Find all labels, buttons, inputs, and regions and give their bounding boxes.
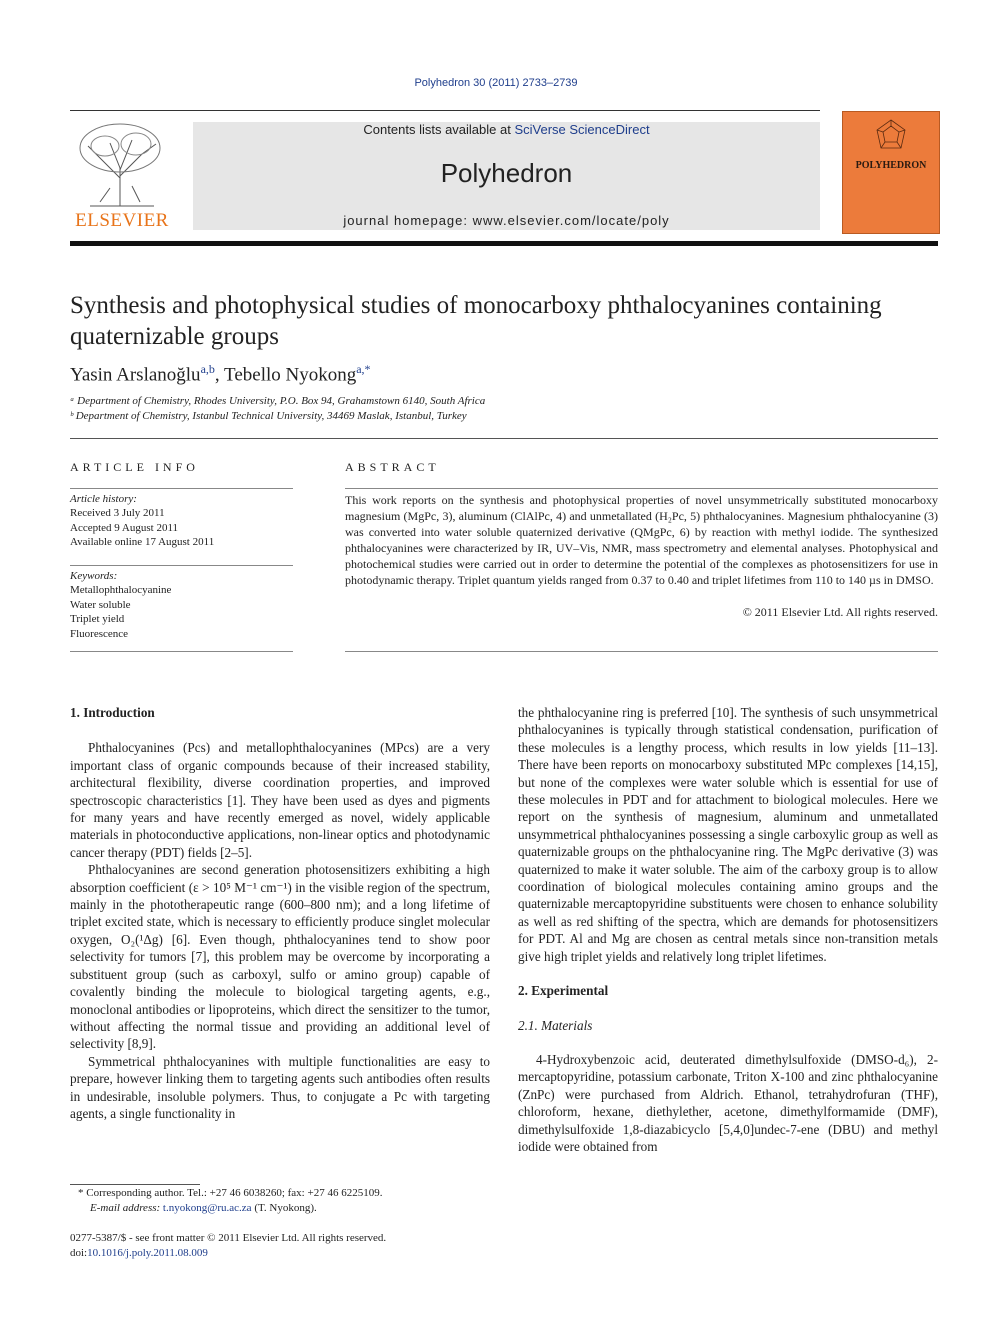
- author-name[interactable]: Yasin Arslanoğlu: [70, 364, 201, 386]
- journal-citation[interactable]: Polyhedron 30 (2011) 2733–2739: [414, 77, 578, 89]
- header-rule: [70, 110, 820, 111]
- journal-cover[interactable]: [842, 111, 940, 234]
- section-rule: [70, 438, 938, 439]
- intro-paragraph-4: the phthalocyanine ring is preferred [10]. The synthesis of such unsymmetrical phthalocyanines is typically through statistical condensation, purification of these molecules is a lengthy process, which results in low yields [11–13]. There have been reports on monocarboxy substituted MPc complexes [14,15], but none of the complexes were water soluble which is essential for use of these molecules in PDT and for attachment to biological molecules. Here we report on the synthesis of magnesium, aluminum and unmetallated unsymmetrical phthalocyanines possessing a single carboxylic group as well as quaternizable groups on the phthalocyanine ring. The MgPc derivative (3) was quaternized to make it water soluble. The aim of the carboxy group is to allow coordination of biological molecules containing amino groups and the quaternizable mercaptopyridine substituents were chosen to enhance solubility as well as red shifting of the spectra, which are demands for photosensitizers for PDT. Al and Mg are chosen as central metals since non-transition metals give high triplet yields and relatively long triplet lifetimes.: [518, 705, 938, 964]
- article-info-rule: [70, 488, 293, 489]
- footnote: [70, 1186, 490, 1216]
- corresponding-author-note: * Corresponding author. Tel.: +27 46 6038260; fax: +27 46 6225109.: [78, 1187, 383, 1199]
- polyhedron-icon: [843, 116, 939, 162]
- elsevier-wordmark: ELSEVIER: [75, 210, 169, 231]
- abstract-rule: [345, 488, 938, 489]
- body-left-column: [70, 704, 490, 1122]
- abstract-heading: ABSTRACT: [345, 460, 440, 474]
- keyword: Fluorescence: [70, 627, 129, 640]
- accepted-date: Accepted 9 August 2011: [70, 521, 179, 534]
- keyword: Metallophthalocyanine: [70, 584, 172, 597]
- affiliation-b: ᵇ Department of Chemistry, Istanbul Technical University, 34469 Maslak, Istanbul, Turkey: [70, 410, 467, 422]
- author-affil-marker[interactable]: a,b: [200, 362, 215, 376]
- abstract-text: This work reports on the synthesis and photophysical properties of novel unsymmetrically substituted monocarboxy magnesium (MgPc, 3), aluminum (ClAlPc, 4) and unmetallated (H₂Pc, 5) phthalocyanines. Magnesium phthalocyanine (3) was converted into water soluble quaternized derivative (QMgPc, 6) by reaction with methyl iodide. The synthesized phthalocyanines were characterized by IR, UV–Vis, NMR, mass spectrometry and elemental analyses. Photophysical and photochemical studies were carried out in order to determine the potential of the complexes as photosensitizers for use in photodynamic therapy. Triplet quantum yields ranged from 0.37 to 0.40 and triplet lifetimes from 110 to 140 µs in DMSO.: [345, 493, 938, 588]
- doi-label: doi:: [70, 1247, 88, 1259]
- journal-header-box: [193, 122, 820, 230]
- body-right-column: [518, 704, 938, 1155]
- article-info-rule: [70, 651, 293, 652]
- keywords-block: [70, 569, 293, 641]
- article-info-heading: ARTICLE INFO: [70, 460, 199, 474]
- keywords-label: Keywords:: [70, 570, 118, 582]
- tree-icon: [70, 118, 174, 210]
- keyword: Water soluble: [70, 598, 131, 611]
- author-list: [70, 362, 371, 386]
- subsection-heading-materials: 2.1. Materials: [518, 1017, 593, 1033]
- email-link[interactable]: t.nyokong@ru.ac.za: [162, 1202, 252, 1214]
- intro-paragraph-3: Symmetrical phthalocyanines with multiple functionalities are easy to prepare, however linking them to targeting agents such antibodies often results in undesirable, insoluble polymers. Thus, to conjugate a Pc with targeting agents, a single functionality in: [70, 1053, 490, 1121]
- contents-prefix: Contents lists available at: [363, 122, 515, 137]
- header-thick-rule: [70, 241, 938, 246]
- email-owner: (T. Nyokong).: [251, 1202, 317, 1214]
- front-matter-footer: [70, 1231, 386, 1261]
- footnote-rule: [70, 1184, 200, 1185]
- materials-paragraph: 4-Hydroxybenzoic acid, deuterated dimethylsulfoxide (DMSO-d₆), 2-mercaptopyridine, potassium carbonate, Triton X-100 and zinc phthalocyanine (ZnPc) were purchased from Aldrich. Ethanol, tetrahydrofuran (THF), chloroform, hexane, diethylether, acetone, dimethylformamide (DMF), dimethylsulfoxide 1,8-diazabicyclo [5,4,0]undec-7-ene (DBU) and methyl iodide were obtained from: [518, 1051, 938, 1154]
- author-name[interactable]: , Tebello Nyokong: [214, 364, 357, 386]
- section-heading-experimental: 2. Experimental: [518, 983, 609, 999]
- email-label: E-mail address:: [90, 1202, 163, 1214]
- section-heading-introduction: 1. Introduction: [70, 705, 155, 720]
- author-affil-marker[interactable]: a,*: [356, 362, 371, 376]
- journal-name: Polyhedron: [440, 158, 573, 188]
- article-history: [70, 492, 293, 550]
- affiliations: [70, 394, 485, 424]
- history-label: Article history:: [70, 493, 137, 505]
- intro-paragraph-1: Phthalocyanines (Pcs) and metallophthalocyanines (MPcs) are a very important class of organic compounds because of their increased stability, architectural flexibility, diverse coordination properties, and improved spectroscopic characteristics [1]. They have been used as dyes and pigments for many years and have recently emerged as novel, widely applicable materials in photoconductive applications, non-linear optics and photodynamic cancer therapy (PDT) fields [2–5].: [70, 740, 490, 860]
- affiliation-a: ᵃ Department of Chemistry, Rhodes University, P.O. Box 94, Grahamstown 6140, South Africa: [70, 395, 486, 407]
- received-date: Received 3 July 2011: [70, 507, 165, 520]
- doi-link[interactable]: 10.1016/j.poly.2011.08.009: [87, 1247, 208, 1259]
- online-date: Available online 17 August 2011: [70, 536, 215, 549]
- cover-title: POLYHEDRON: [855, 160, 927, 171]
- abstract-rule: [345, 651, 938, 652]
- sciencedirect-link[interactable]: SciVerse ScienceDirect: [514, 122, 650, 137]
- keyword: Triplet yield: [70, 613, 125, 626]
- abstract-copyright: © 2011 Elsevier Ltd. All rights reserved.: [742, 605, 938, 619]
- article-info-rule: [70, 565, 293, 566]
- contents-line: [193, 122, 820, 137]
- issn-line: 0277-5387/$ - see front matter © 2011 Elsevier Ltd. All rights reserved.: [70, 1232, 387, 1244]
- journal-homepage[interactable]: journal homepage: www.elsevier.com/locate/poly: [343, 213, 670, 228]
- elsevier-logo[interactable]: [70, 118, 174, 232]
- article-title: Synthesis and photophysical studies of monocarboxy phthalocyanines containing quaternizable groups: [70, 292, 882, 350]
- intro-paragraph-2: Phthalocyanines are second generation photosensitizers exhibiting a high absorption coefficient (ε > 10⁵ M⁻¹ cm⁻¹) in the visible region of the spectrum, mainly in the phototherapeutic range (600–800 nm); and a long lifetime of triplet excited state, which is necessary to efficiently produce singlet molecular oxygen, O₂(¹Δg) [6]. Even though, phthalocyanines tend to show poor selectivity for tumors [7], this problem may be overcome by incorporating a substituent group (such as carboxyl, sulfo or amino group) capable of covalently binding the molecule to biological targeting agents, e.g., monoclonal antibodies or lipoproteins, which direct the sensitizer to the tumor, without affecting the normal tissue and providing an additional level of selectivity [8,9].: [70, 862, 490, 1052]
